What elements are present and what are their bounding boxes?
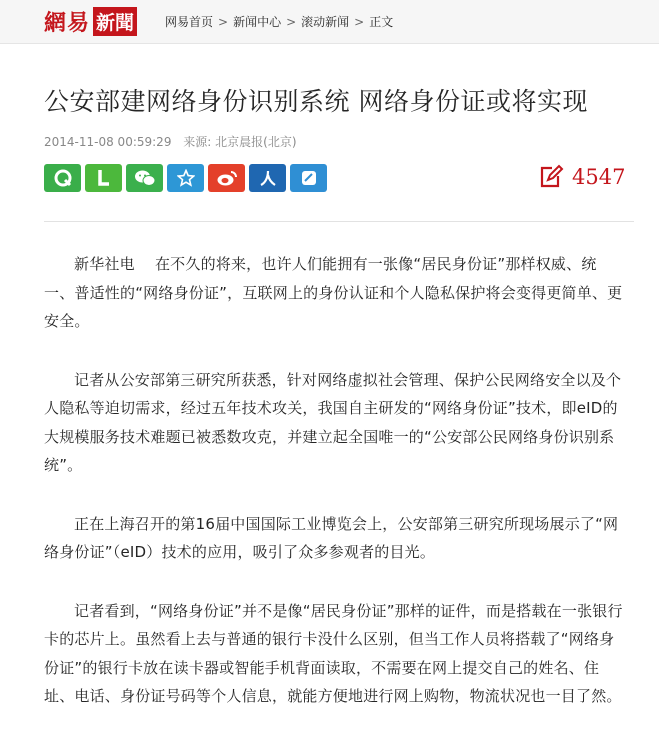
breadcrumb-current: 正文: [369, 15, 394, 29]
paragraph: 新华社电 在不久的将来，也许人们能拥有一张像“居民身份证”那样权威、统一、普适性的“网络身份证”，互联网上的身份认证和个人隐私保护将会变得更简单、更安全。: [44, 255, 623, 330]
chevron-right-icon: >: [286, 14, 297, 29]
qzone-icon: [53, 168, 73, 188]
share-note-button[interactable]: [290, 164, 327, 192]
publish-datetime: 2014-11-08 00:59:29: [44, 135, 172, 149]
wechat-icon: [134, 169, 156, 187]
paragraph: 正在上海召开的第16届中国国际工业博览会上，公安部第三研究所现场展示了“网络身份证”（eID）技术的应用，吸引了众多参观者的目光。: [44, 514, 619, 561]
netease-news-logo[interactable]: [44, 7, 137, 35]
breadcrumb-news-center[interactable]: 新闻中心: [233, 15, 282, 29]
chevron-right-icon: >: [354, 14, 365, 29]
renren-icon: [259, 169, 277, 187]
weibo-icon: [216, 169, 238, 187]
breadcrumb-rolling-news[interactable]: 滚动新闻: [301, 15, 350, 29]
comment-count-link[interactable]: [538, 164, 625, 190]
share-weibo-button[interactable]: [208, 164, 245, 192]
chevron-right-icon: >: [218, 14, 229, 29]
divider: [44, 221, 634, 222]
breadcrumb: [165, 13, 393, 30]
breadcrumb-home[interactable]: 网易首页: [165, 15, 214, 29]
article-body: [44, 250, 624, 741]
share-renren-button[interactable]: [249, 164, 286, 192]
logo-text: 網易: [44, 9, 91, 36]
logo-box-text: 新聞: [93, 7, 137, 36]
share-bar: [44, 164, 327, 192]
article-source[interactable]: 来源: 北京晨报(北京): [183, 135, 297, 149]
comment-edit-icon: [538, 164, 564, 190]
paragraph: 记者从公安部第三研究所获悉，针对网络虚拟社会管理、保护公民网络安全以及个人隐私等迫切需求，经过五年技术攻关，我国自主研发的“网络身份证”技术，即eID的大规模服务技术难题已被悉数攻克，并建立起全国唯一的“公安部公民网络身份识别系统”。: [44, 370, 622, 474]
share-wechat-button[interactable]: [126, 164, 163, 192]
laiwang-icon: [95, 168, 113, 188]
article-title: 公安部建网络身份识别系统 网络身份证或将实现: [44, 87, 588, 116]
note-icon: [300, 169, 318, 187]
share-laiwang-button[interactable]: [85, 164, 122, 192]
article-meta: [44, 133, 305, 150]
comment-count: 4547: [572, 165, 626, 189]
star-icon: [177, 169, 195, 187]
top-bar: [0, 0, 659, 44]
share-qzone-button[interactable]: [44, 164, 81, 192]
paragraph: 记者看到，“网络身份证”并不是像“居民身份证”那样的证件，而是搭载在一张银行卡的芯片上。虽然看上去与普通的银行卡没什么区别，但当工作人员将搭载了“网络身份证”的银行卡放在读卡器或智能手机背面读取，不需要在网上提交自己的姓名、住址、电话、身份证号码等个人信息，就能方便地进行网上购物，物流状况也一目了然。: [44, 601, 623, 705]
share-favorite-button[interactable]: [167, 164, 204, 192]
